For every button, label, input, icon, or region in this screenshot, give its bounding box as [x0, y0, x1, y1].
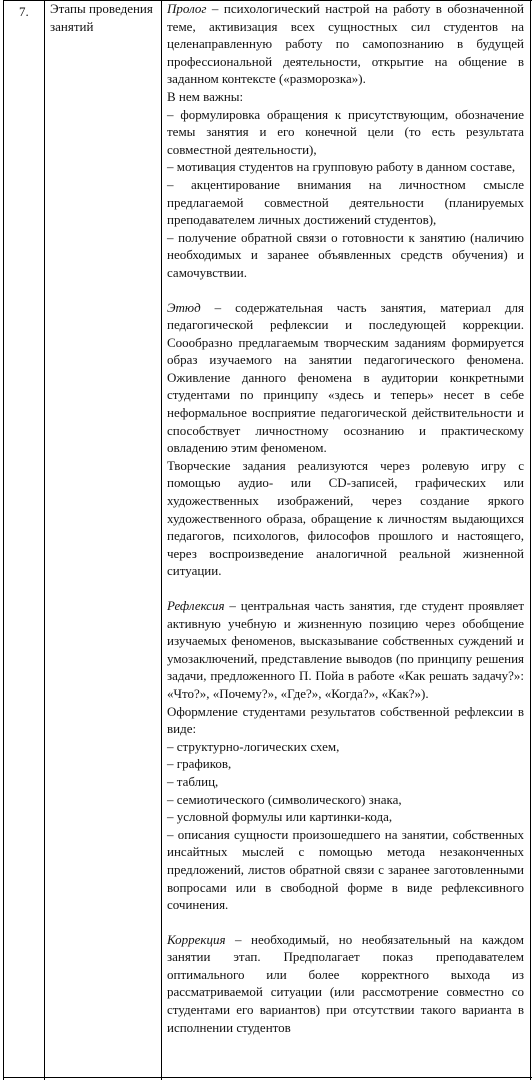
table-bottom-border: [3, 1077, 532, 1078]
stage-label: Этапы проведения занятий: [50, 1, 153, 34]
term-etude: Этюд: [167, 299, 201, 315]
section-spacer: [167, 914, 524, 931]
etude-paragraph: Творческие задания реализуются через ролевую игру с помощью аудио- или CD-записей, графических или художественных изображений, через создание яркого художественного образа, обращение к личностям выдающихся педагогов, психологов, философов прошлого и настоящего, через воспроизведение аналогичной реальной жизненной ситуации.: [167, 457, 524, 579]
reflection-text: – центральная часть занятия, где студент проявляет активную учебную и жизненную позицию через обобщение изучаемых феноменов, высказывание собственных суждений и умозаключений, представление выводов (по принципу решения задачи, предложенного П. Пойа в работе «Как решать задачу?»: «Что?», «Почему?», «Где?», «Когда?», «Как?»).: [167, 598, 525, 701]
correction-text: – необходимый, но необязательный на каждом занятии этап. Предполагает показ преподавателем оптимального или более корректного выхода из рассматриваемой ситуации (или рассмотрение совместно со студентами его вариантов) при отсутствии такого варианта в исполнении студентов: [167, 931, 524, 1035]
term-correction: Коррекция: [167, 931, 226, 947]
section-etude-intro: [167, 299, 524, 457]
prologue-paragraph: – формулировка обращения к присутствующим, обозначение темы занятия и его конечной цели (то есть результата совместной деятельности),: [167, 106, 524, 157]
section-prologue-intro: [167, 0, 524, 88]
reflection-list-item: – таблиц,: [167, 773, 219, 789]
row-number: 7.: [19, 4, 29, 19]
prologue-paragraph: – мотивация студентов на групповую работу в данном составе,: [167, 159, 516, 175]
table-border-right: [530, 0, 531, 1080]
prologue-text: – психологический настрой на работу в обозначенной теме, активизация всех сущностных сил студентов на целенаправленную работу по самопознанию в будущей профессиональной деятельности, открытие на общение в заданном контексте («разморозка»).: [167, 1, 525, 87]
term-reflection: Рефлексия: [167, 598, 225, 613]
prologue-paragraph: В нем важны:: [167, 88, 244, 104]
prologue-paragraph: – получение обратной связи о готовности к занятию (наличию необходимых и заранее объявленных средств обучения) и самочувствии.: [167, 229, 524, 280]
reflection-list-item: – условной формулы или картинки-кода,: [167, 809, 393, 825]
section-spacer: [167, 282, 524, 299]
stage-description: [167, 0, 524, 1036]
section-spacer: [167, 580, 524, 597]
reflection-list-item: – семиотического (символического) знака,: [167, 791, 402, 807]
etude-text: – содержательная часть занятия, материал для педагогической рефлексии и последующей коррекции. Соообразно предлагаемым творческим заданиям формируется образ изучаемого на занятии педагогического феномена. Оживление данного феномена в аудитории конкретными студентами по принципу «здесь и теперь» несет в себе неформальное восприятие педагогической действительности и способствует личностному осознанию и практическому овладению этим феноменом.: [167, 299, 525, 456]
table-divider-1: [44, 0, 45, 1080]
section-reflection-intro: [167, 597, 524, 703]
term-prologue: Пролог: [167, 1, 207, 16]
table-border-left: [3, 0, 4, 1080]
reflection-list-item: – описания сущности произошедшего на занятии, собственных инсайтных мыслей с помощью метода незаконченных предложений, листов обратной связи с заранее заготовленными вопросами или в свободной форме в виде рефлексивного сочинения.: [167, 826, 524, 913]
reflection-list-item: – графиков,: [167, 756, 232, 772]
reflection-list-item: – структурно-логических схем,: [167, 738, 340, 754]
prologue-paragraph: – акцентирование внимания на личностном смысле предлагаемой совместной деятельности (планируемых преподавателем личных достижений студентов),: [167, 176, 524, 228]
section-correction-intro: [167, 931, 524, 1037]
reflection-paragraph: Оформление студентами результатов собственной рефлексии в виде:: [167, 703, 524, 737]
table-divider-2: [161, 0, 162, 1080]
